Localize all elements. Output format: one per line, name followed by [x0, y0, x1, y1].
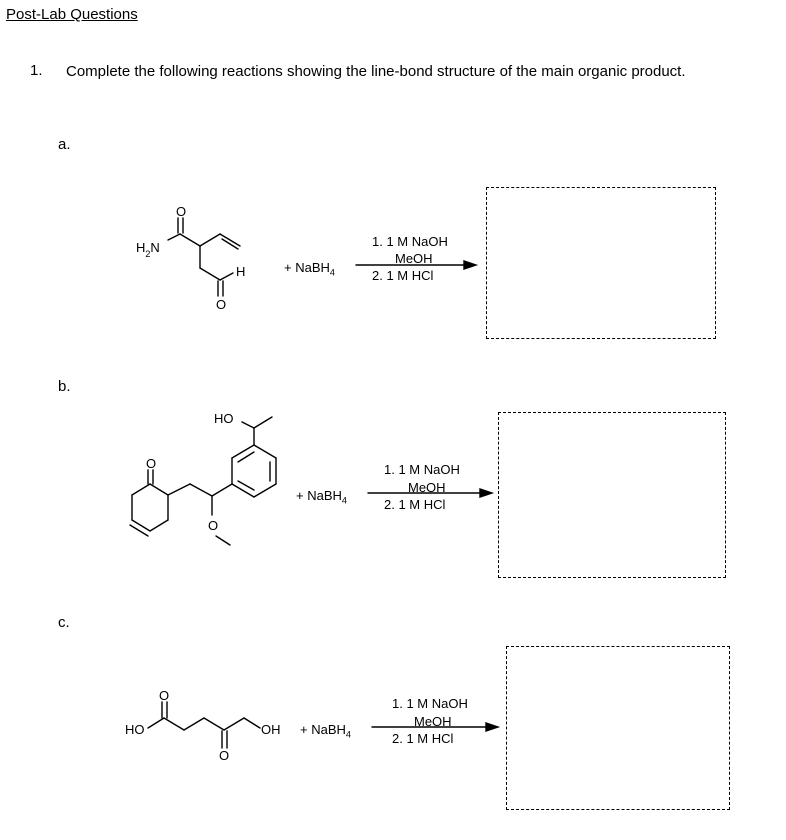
- condition-c-step2: 2. 1 M HCl: [392, 731, 454, 746]
- part-label-c: c.: [58, 614, 70, 631]
- atom-label-ketone-o-b: O: [146, 456, 157, 471]
- reagent-a-text: + NaBH$_4$: [284, 260, 335, 278]
- reagent-a: [284, 260, 335, 278]
- question-number: 1.: [30, 62, 43, 79]
- atom-label-acid-o: O: [159, 688, 170, 703]
- condition-b-solvent: MeOH: [408, 480, 446, 495]
- condition-a-solvent: MeOH: [395, 251, 433, 266]
- part-label-b: b.: [58, 378, 71, 395]
- condition-a-step2: 2. 1 M HCl: [372, 268, 434, 283]
- part-label-a: a.: [58, 136, 71, 153]
- reagent-c-text: + NaBH$_4$: [300, 722, 351, 740]
- condition-b-step2: 2. 1 M HCl: [384, 497, 446, 512]
- page-title: Post-Lab Questions: [6, 6, 138, 23]
- reagent-b: [296, 488, 347, 506]
- atom-label-acid-oh-left: HO: [125, 722, 145, 737]
- molecule-b: [130, 417, 276, 545]
- atom-label-ether-o: O: [208, 518, 219, 533]
- atom-label-ketone-o-c: O: [219, 748, 230, 763]
- molecule-a: [168, 218, 240, 296]
- question-text: Complete the following reactions showing the line-bond structure of the main organic product.: [66, 63, 686, 80]
- reagent-b-text: + NaBH$_4$: [296, 488, 347, 506]
- condition-b-step1: 1. 1 M NaOH: [384, 462, 460, 477]
- atom-label-aldehyde-h: H: [236, 264, 246, 279]
- atom-label-amine: $H_2N$: [136, 240, 160, 259]
- condition-c-step1: 1. 1 M NaOH: [392, 696, 468, 711]
- atom-label-ketone-o-a: O: [176, 204, 187, 219]
- atom-label-acid-oh-right: OH: [261, 722, 281, 737]
- answer-box-a[interactable]: [486, 187, 716, 339]
- reagent-c: [300, 722, 351, 740]
- answer-box-b[interactable]: [498, 412, 726, 578]
- atom-label-aldehyde-o: O: [216, 297, 227, 312]
- condition-c-solvent: MeOH: [414, 714, 452, 729]
- answer-box-c[interactable]: [506, 646, 730, 810]
- molecule-c: [148, 702, 260, 748]
- condition-a-step1: 1. 1 M NaOH: [372, 234, 448, 249]
- atom-label-hydroxyl-b: HO: [214, 411, 234, 426]
